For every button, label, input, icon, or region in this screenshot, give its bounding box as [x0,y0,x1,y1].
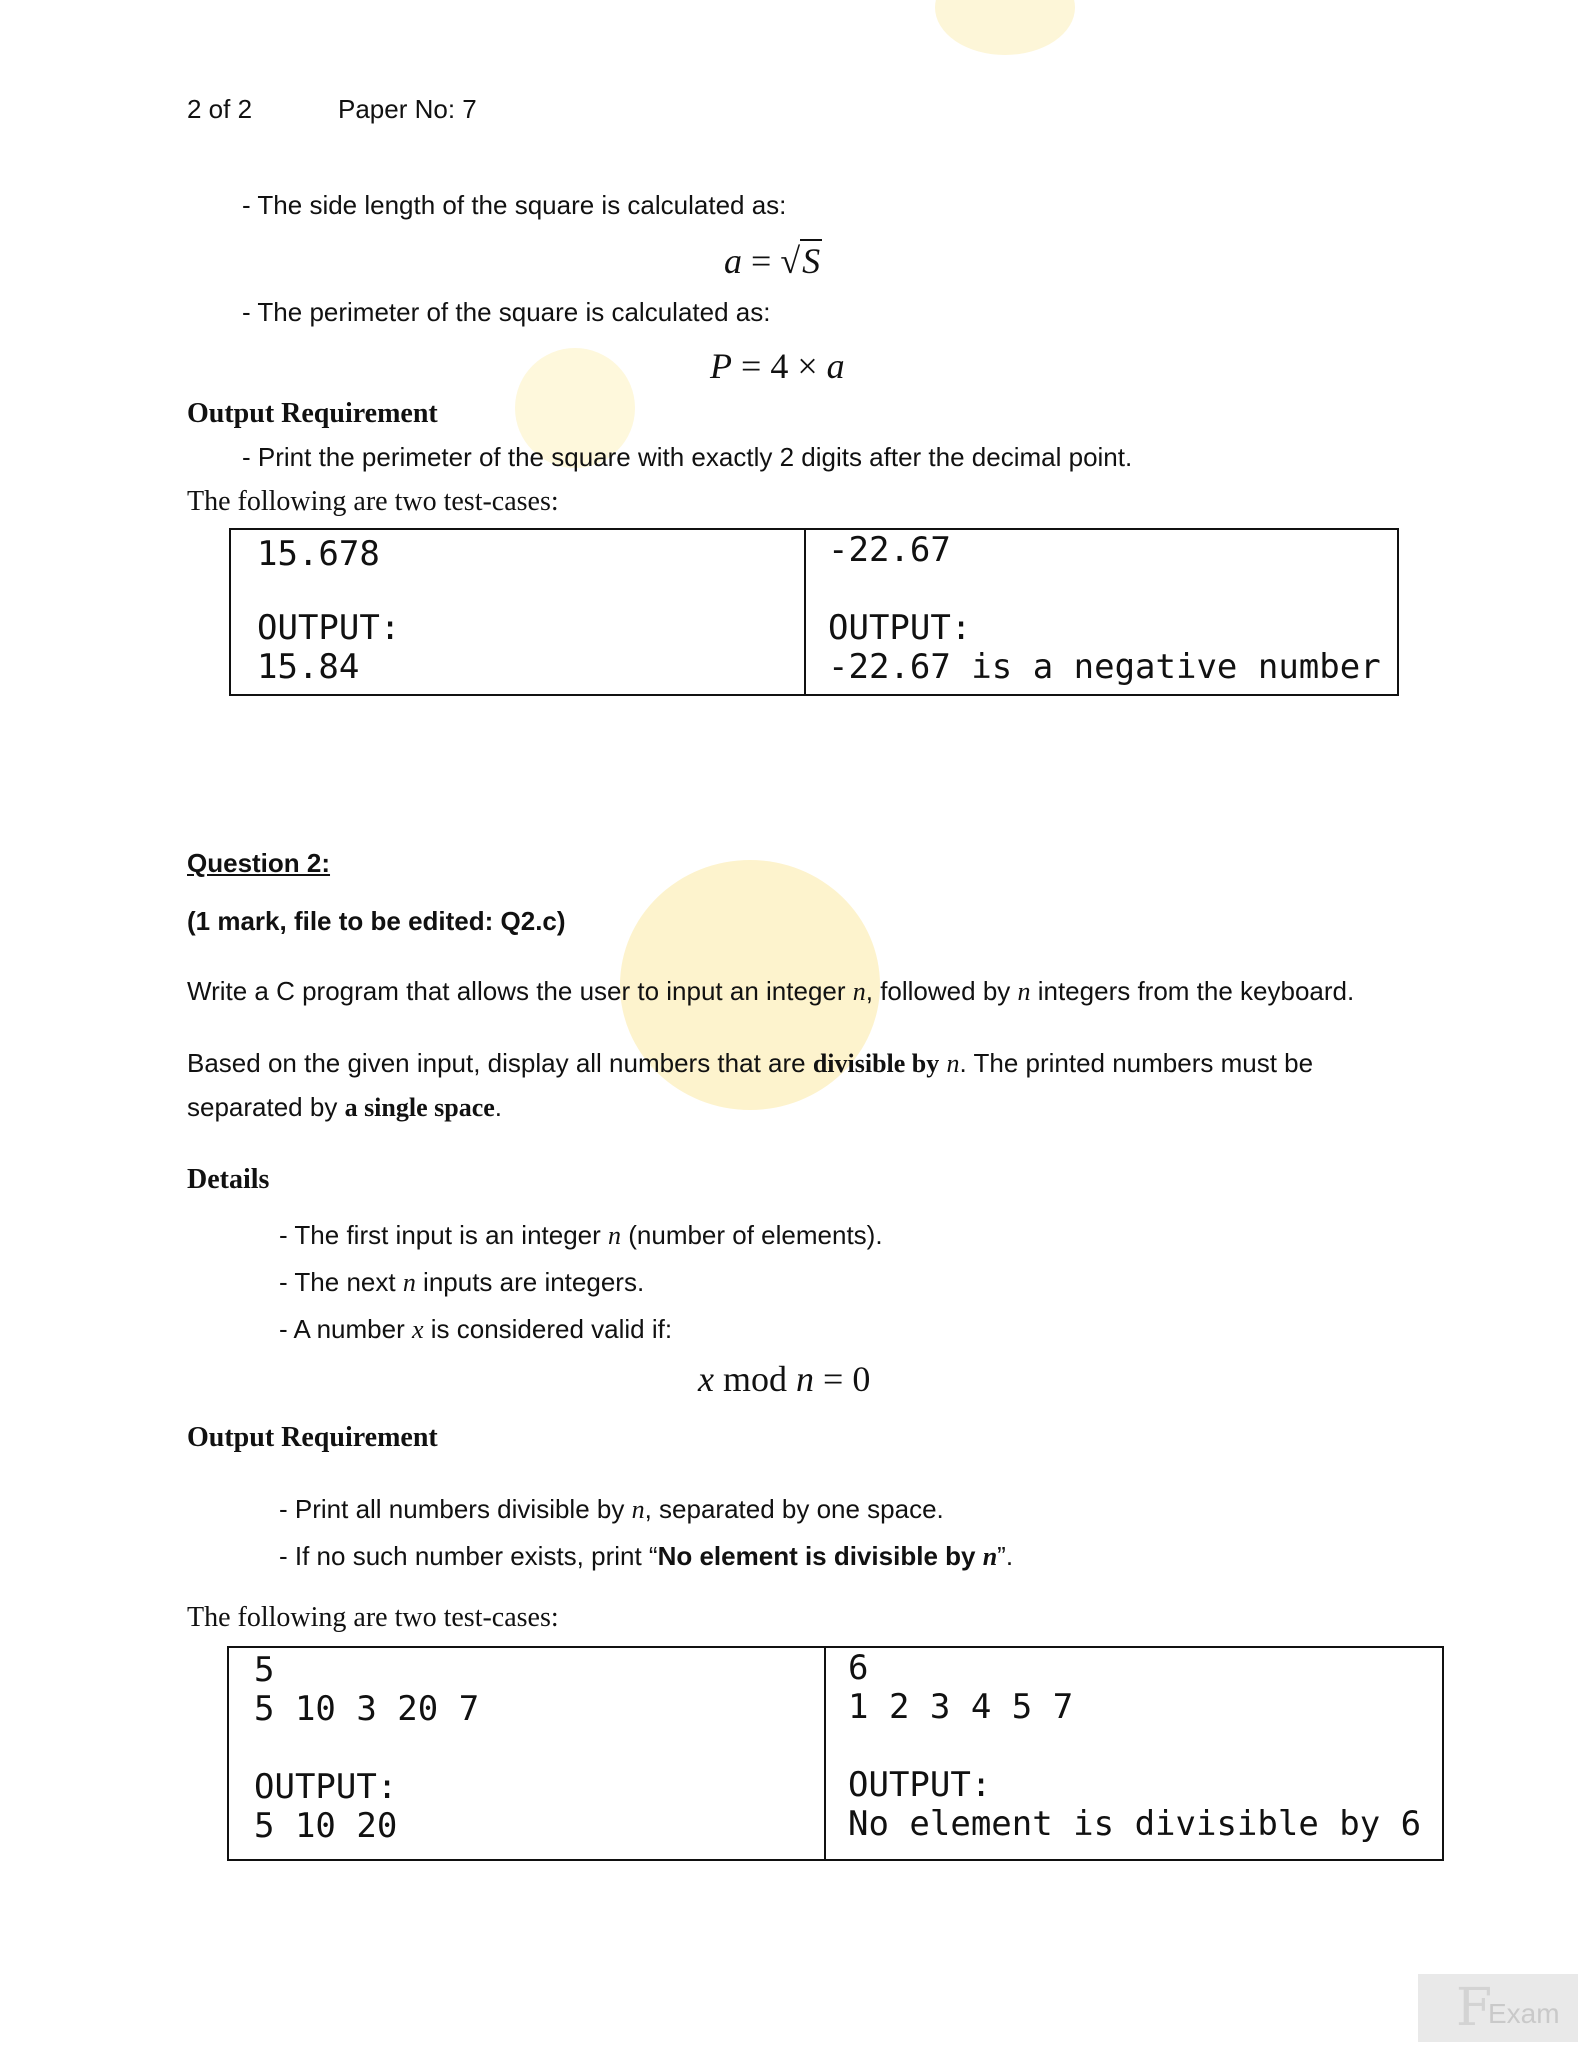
q1-testcase-table [229,528,1399,696]
q2-description-line1: Write a C program that allows the user to input an integer n, followed by n integers from the keyboard. [187,976,1355,1006]
detail-item-2: - The next n inputs are integers. [279,1267,645,1297]
page-number: 2 of 2 [187,94,253,124]
q2-description-line3: separated by a single space. [187,1092,503,1122]
q2-description-line2: Based on the given input, display all numbers that are divisible by n. The printed numbers must be [187,1048,1314,1078]
q2-title: Question 2: [187,848,331,878]
q2-details-heading: Details [187,1164,270,1195]
q1-testcase-1 [231,530,804,694]
exam-logo-text: Exam [1488,1998,1560,2029]
exam-logo: F Exam [1418,1974,1578,2042]
detail-item-3: - A number x is considered valid if: [279,1314,673,1344]
q1-tests-intro: The following are two test-cases: [187,486,559,517]
perimeter-formula: P = 4 × a [710,346,845,386]
side-length-text: - The side length of the square is calculated as: [242,190,787,220]
testcase-line: No element is divisible by 6 [848,1804,1422,1844]
paper-number: Paper No: 7 [338,94,477,124]
q1-output-heading: Output Requirement [187,398,438,429]
q2-testcase-1 [229,1648,824,1859]
testcase-line: 5 10 20 [254,1806,398,1846]
testcase-line: OUTPUT: [257,608,401,648]
testcase-line: OUTPUT: [828,608,972,648]
detail-item-1: - The first input is an integer n (number of elements). [279,1220,883,1250]
side-length-formula: a = √S [724,241,821,281]
testcase-line: 5 [254,1650,275,1690]
testcase-line: 1 2 3 4 5 7 [848,1687,1074,1727]
q1-testcase-2 [804,530,1397,694]
q2-tests-intro: The following are two test-cases: [187,1602,559,1633]
testcase-line: OUTPUT: [848,1765,992,1805]
q1-output-text: - Print the perimeter of the square with exactly 2 digits after the decimal point. [242,442,1133,472]
q2-testcase-2 [824,1648,1442,1859]
testcase-line: -22.67 [828,530,951,570]
testcase-line: -22.67 is a negative number [828,647,1381,687]
q2-output-line1: - Print all numbers divisible by n, separated by one space. [279,1494,944,1524]
testcase-line: 15.678 [257,534,380,574]
q2-output-line2: - If no such number exists, print “No element is divisible by n”. [279,1541,1014,1571]
testcase-line: 6 [848,1648,869,1688]
watermark-top [935,0,1075,55]
q2-output-heading: Output Requirement [187,1422,438,1453]
testcase-line: 15.84 [257,647,360,687]
q2-marks: (1 mark, file to be edited: Q2.c) [187,906,566,936]
q2-testcase-table [227,1646,1444,1861]
perimeter-text: - The perimeter of the square is calculated as: [242,297,771,327]
mod-formula: x mod n = 0 [698,1359,871,1399]
testcase-line: 5 10 3 20 7 [254,1689,480,1729]
testcase-line: OUTPUT: [254,1767,398,1807]
